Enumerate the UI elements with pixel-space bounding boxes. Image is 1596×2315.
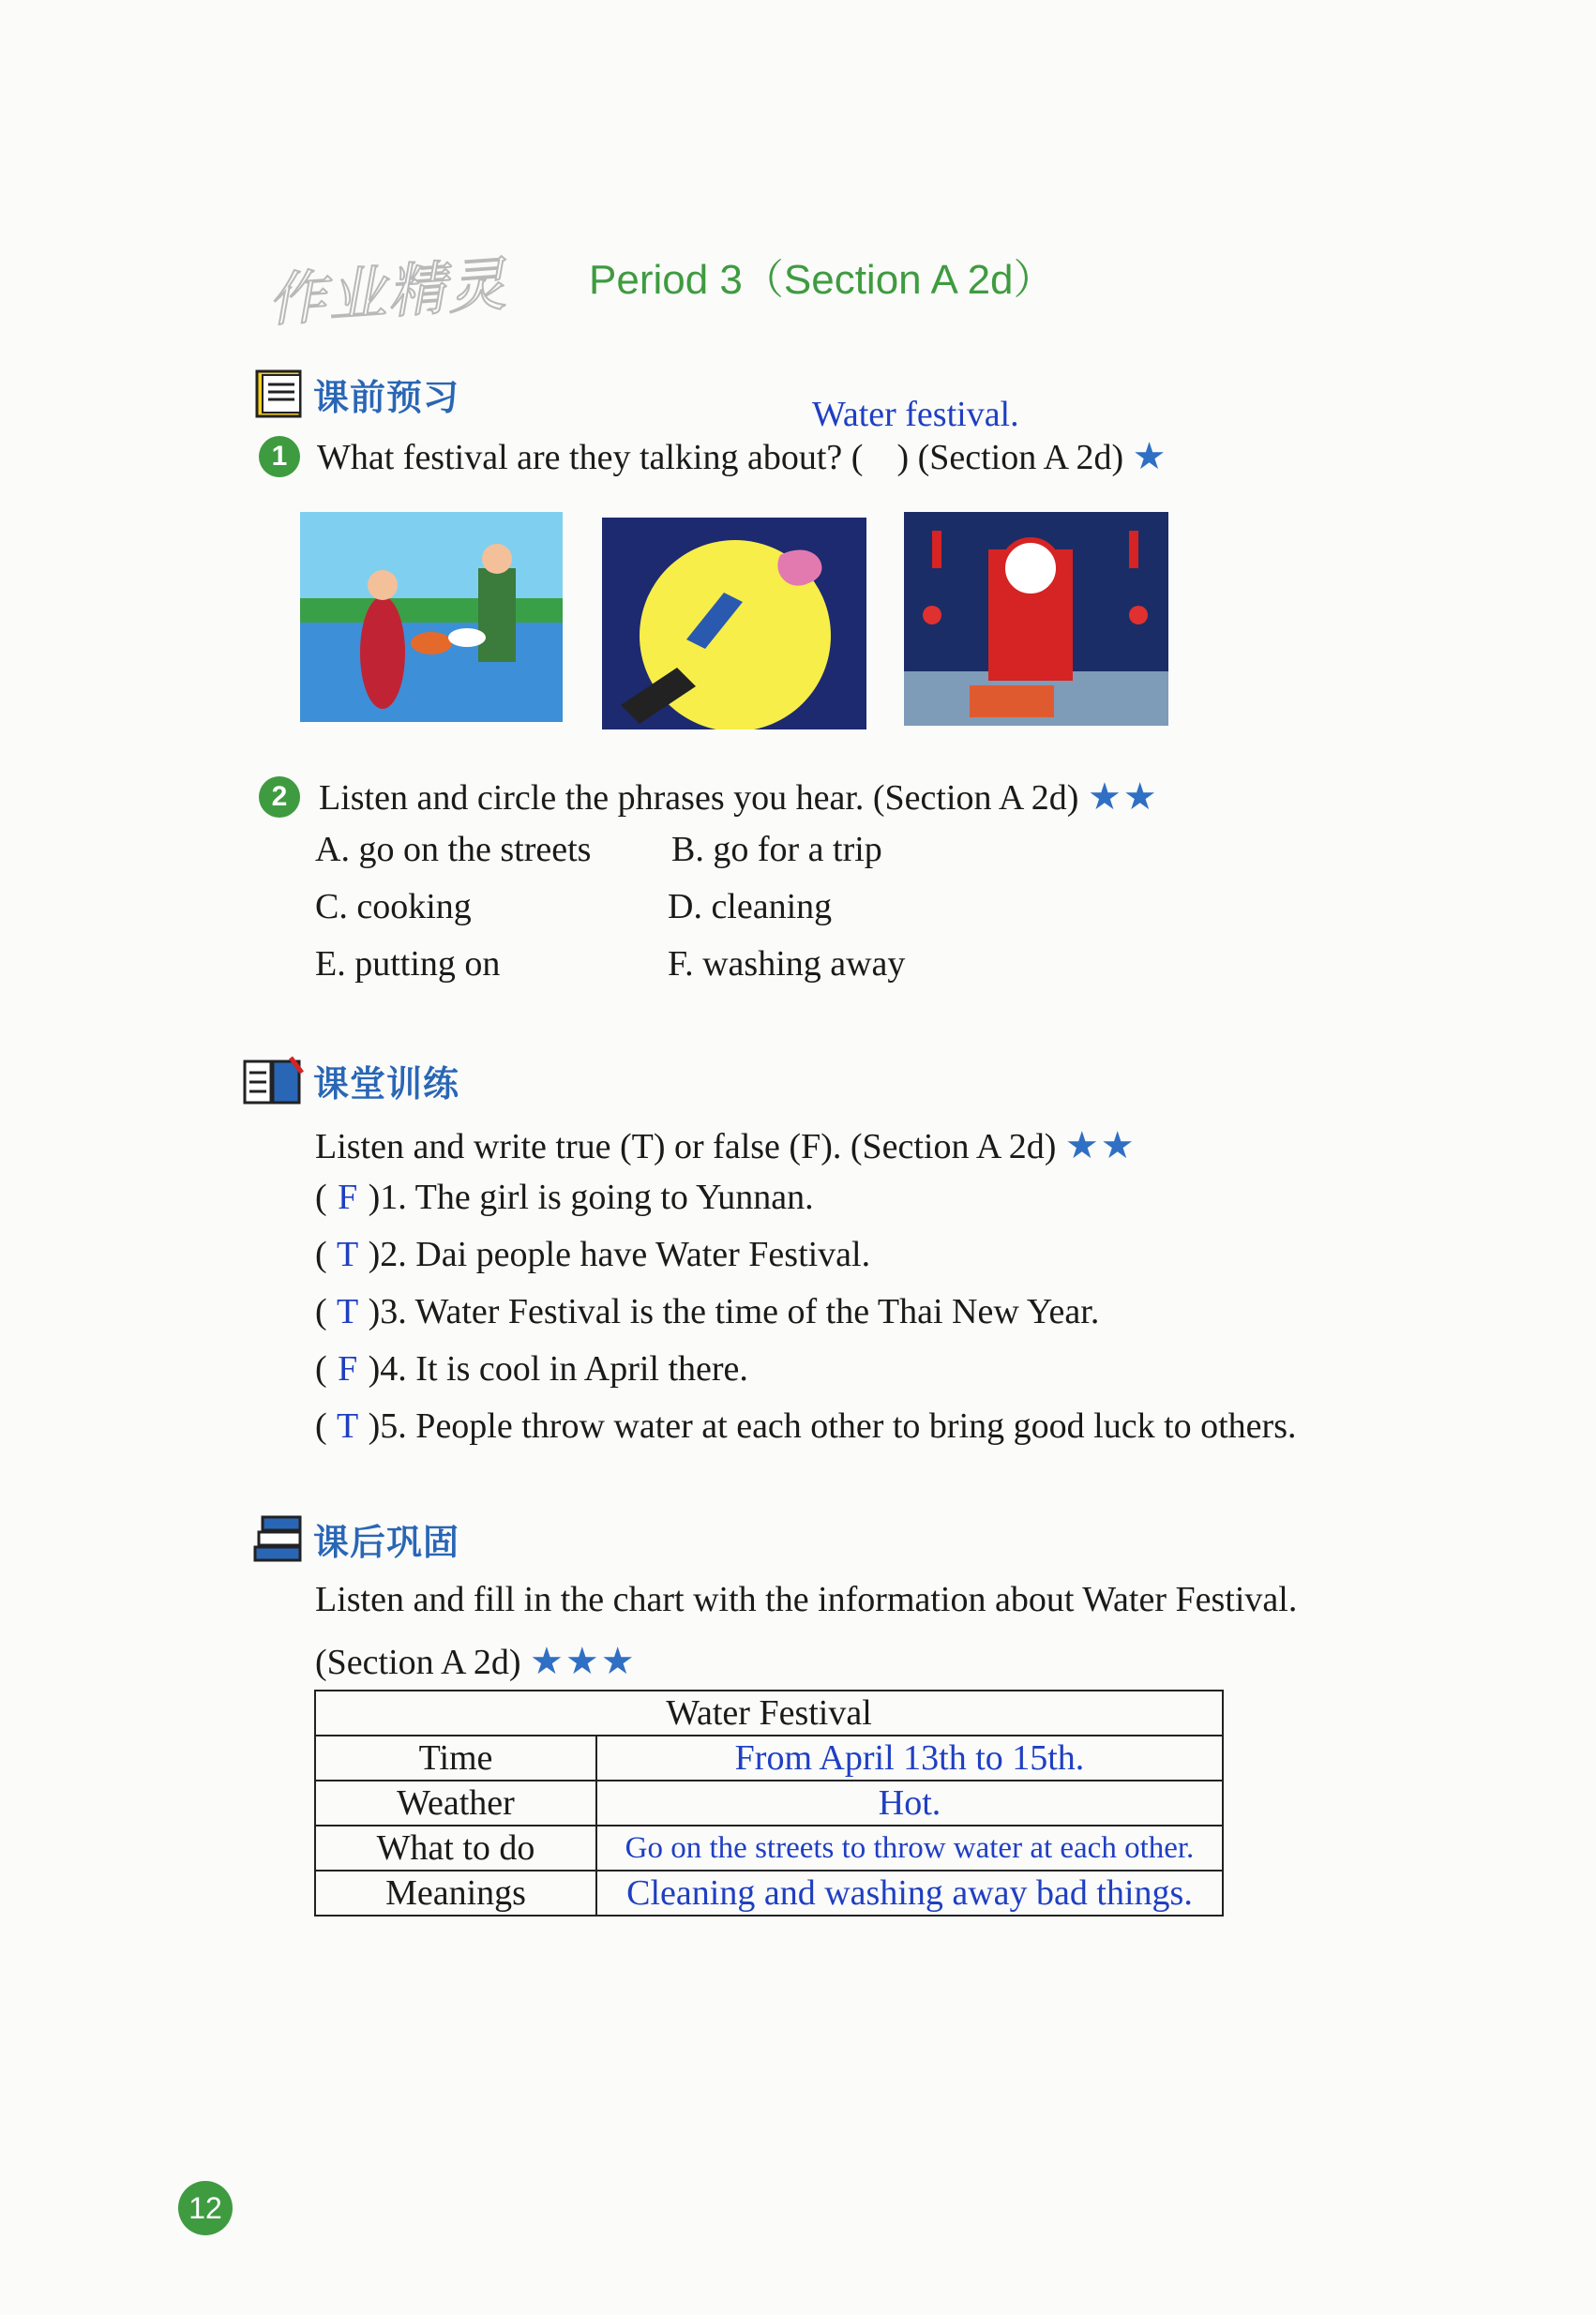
question-1-badge: 1 (259, 436, 300, 477)
tf-statement-2: )2. Dai people have Water Festival. (368, 1235, 871, 1274)
row-label-meanings: Meanings (315, 1871, 596, 1916)
tf-item-5: ( T )5. People throw water at each other to bring good luck to others. (315, 1406, 1297, 1446)
option-f: F. washing away (668, 944, 906, 984)
option-c: C. cooking (315, 887, 472, 926)
table-row (315, 1826, 1223, 1871)
table-row (315, 1781, 1223, 1826)
q1-text-before: What festival are they talking about? ( (317, 438, 864, 477)
section-after-label: 课后巩固 (313, 1521, 460, 1563)
row-label-time: Time (315, 1736, 596, 1781)
book-icon (253, 368, 306, 420)
option-a: A. go on the streets (315, 830, 592, 869)
tf-statement-5: )5. People throw water at each other to bring good luck to others. (368, 1406, 1297, 1446)
option-d: D. cleaning (668, 887, 833, 926)
question-2-text (319, 774, 1159, 819)
q3-text: Listen and write true (T) or false (F). (Section A 2d) (315, 1127, 1057, 1166)
q4-text2: (Section A 2d) (315, 1643, 521, 1682)
section-class-label: 课堂训练 (313, 1062, 460, 1105)
row-value-weather: Hot. (596, 1781, 1223, 1826)
page-title: Period 3（Section A 2d） (589, 257, 1055, 303)
tf-answer-4: F (338, 1349, 358, 1389)
tf-answer-5: T (337, 1406, 359, 1446)
question-4-text-line2 (315, 1639, 637, 1683)
stacked-books-icon (251, 1511, 306, 1566)
difficulty-stars: ★★ (1064, 1124, 1137, 1166)
difficulty-stars: ★★ (1087, 775, 1159, 818)
tf-item-1: ( F )1. The girl is going to Yunnan. (315, 1178, 814, 1217)
tf-statement-4: )4. It is cool in April there. (368, 1349, 748, 1389)
water-festival-picture (300, 512, 563, 722)
difficulty-stars: ★★★ (530, 1640, 637, 1682)
row-value-what-to-do: Go on the streets to throw water at each other. (596, 1826, 1223, 1871)
tf-item-3: ( T )3. Water Festival is the time of the Thai New Year. (315, 1292, 1100, 1331)
table-row (315, 1871, 1223, 1916)
row-value-time: From April 13th to 15th. (596, 1736, 1223, 1781)
q1-answer: Water festival. (812, 395, 1019, 434)
row-value-meanings: Cleaning and washing away bad things. (596, 1871, 1223, 1916)
section-class-header (242, 1054, 459, 1106)
section-preview-label: 课前预习 (313, 376, 460, 418)
tf-item-4: ( F )4. It is cool in April there. (315, 1349, 748, 1389)
tf-statement-3: )3. Water Festival is the time of the Thai New Year. (368, 1292, 1100, 1331)
difficulty-stars: ★ (1132, 435, 1168, 477)
table-header: Water Festival (315, 1691, 1223, 1736)
water-festival-chart (314, 1690, 1224, 1917)
section-after-header (251, 1511, 459, 1566)
spring-festival-lion-dance-picture (904, 512, 1168, 726)
q1-text-after: ) (Section A 2d) (896, 438, 1124, 477)
question-4-text: Listen and fill in the chart with the information about Water Festival. (315, 1580, 1298, 1619)
watermark-logo: 作业精灵 (265, 249, 510, 335)
q2-text: Listen and circle the phrases you hear. (Section A 2d) (319, 778, 1079, 818)
question-2-badge: 2 (259, 776, 300, 818)
table-row (315, 1736, 1223, 1781)
tf-answer-1: F (338, 1178, 358, 1217)
option-b: B. go for a trip (671, 830, 882, 869)
row-label-weather: Weather (315, 1781, 596, 1826)
row-label-what-to-do: What to do (315, 1826, 596, 1871)
tf-answer-2: T (337, 1235, 359, 1274)
mid-autumn-moon-picture (602, 518, 866, 729)
tf-item-2: ( T )2. Dai people have Water Festival. (315, 1235, 871, 1274)
section-preview-header (253, 368, 459, 420)
open-book-pencil-icon (242, 1054, 306, 1106)
page-number: 12 (178, 2181, 233, 2235)
option-e: E. putting on (315, 944, 501, 984)
tf-answer-3: T (337, 1292, 359, 1331)
table-header-row (315, 1691, 1223, 1736)
tf-statement-1: )1. The girl is going to Yunnan. (368, 1178, 814, 1217)
question-3-text (315, 1123, 1137, 1167)
question-1-text (317, 434, 1168, 478)
